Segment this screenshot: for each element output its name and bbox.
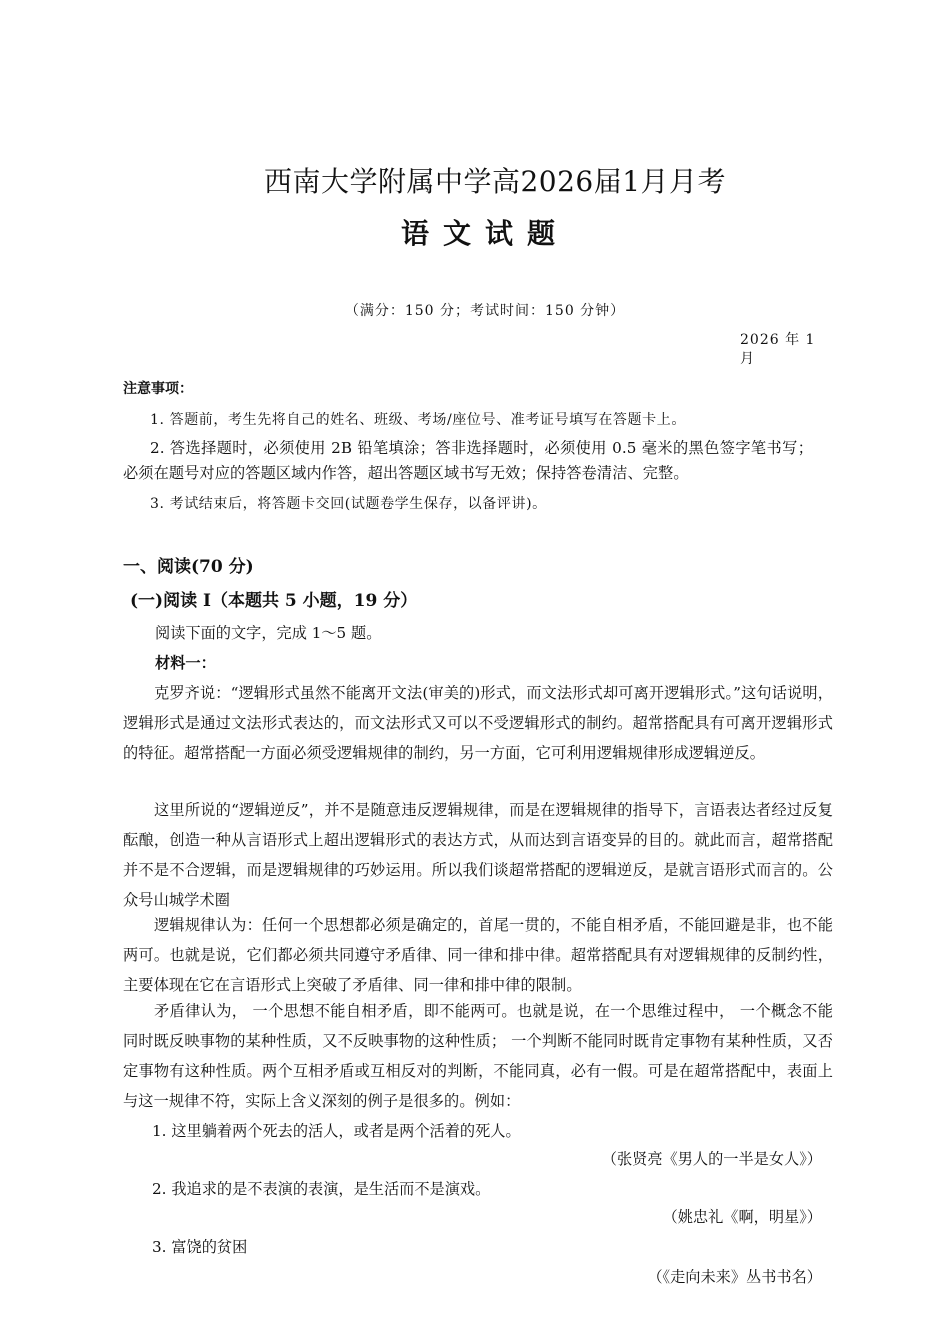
example-1: 1. 这里躺着两个死去的活人，或者是两个活着的死人。 bbox=[152, 1122, 521, 1140]
exam-date: 2026 年 1 月 bbox=[740, 332, 816, 367]
notice-item-2: 2. 答选择题时，必须使用 2B 铅笔填涂；答非选择题时，必须使用 0.5 毫米的黑色签字笔书写； 必须在题号对应的答题区域内作答，超出答题区域书写无效；保持答卷清洁、完整。 bbox=[123, 439, 813, 482]
example-3-source: （《走向未来》丛书书名） bbox=[647, 1268, 822, 1286]
example-1-source: （张贤亮《男人的一半是女人》） bbox=[601, 1150, 822, 1168]
paragraph-3: 逻辑规律认为：任何一个思想都必须是确定的，首尾一贯的，不能自相矛盾，不能回避是非，也不能两可。也就是说，它们都必须共同遵守矛盾律、同一律和排中律。超常搭配具有对逻辑规律的反制约性，主要体现在它在言语形式上突破了矛盾律、同一律和排中律的限制。 bbox=[123, 916, 833, 994]
section-heading: 一、阅读(70 分) bbox=[123, 557, 254, 577]
paragraph-1: 克罗齐说：“逻辑形式虽然不能离开文法(审美的)形式，而文法形式却可离开逻辑形式。”这句话说明，逻辑形式是通过文法形式表达的，而文法形式又可以不受逻辑形式的制约。超常搭配具有可离开逻辑形式的特征。超常搭配一方面必须受逻辑规律的制约，另一方面，它可利用逻辑规律形成逻辑逆反。 bbox=[123, 684, 833, 762]
reading-instruction: 阅读下面的文字，完成 1～5 题。 bbox=[155, 624, 382, 642]
exam-school-title: 西南大学附属中学高2026届1月月考 bbox=[263, 165, 727, 198]
notice-title: 注意事项： bbox=[123, 381, 193, 397]
notice-item-1: 1. 答题前，考生先将自己的姓名、班级、考场/座位号、准考证号填写在答题卡上。 bbox=[150, 412, 686, 428]
material-label: 材料一： bbox=[155, 654, 216, 672]
exam-subject-title: 语文试题 bbox=[400, 217, 569, 250]
paragraph-2: 这里所说的“逻辑逆反”，并不是随意违反逻辑规律，而是在逻辑规律的指导下，言语表达者经过反复酝酿，创造一种从言语形式上超出逻辑形式的表达方式，从而达到言语变异的目的。就此而言，超常搭配并不是不合逻辑，而是逻辑规律的巧妙运用。所以我们谈超常搭配的逻辑逆反，是就言语形式而言的。公众号山城学术圈 bbox=[123, 801, 833, 909]
example-2-source: （姚忠礼《啊，明星》） bbox=[662, 1208, 822, 1226]
paragraph-4: 矛盾律认为， 一个思想不能自相矛盾，即不能两可。也就是说，在一个思维过程中， 一个概念不能同时既反映事物的某种性质，又不反映事物的这种性质； 一个判断不能同时既肯定事物有某种性质，又否定事物有这种性质。两个互相矛盾或互相反对的判断，不能同真，必有一假。可是在超常搭配中，表面上与这一规律不符，实际上含义深刻的例子是很多的。例如： bbox=[123, 1002, 833, 1110]
notice-item-3: 3. 考试结束后，将答题卡交回(试题卷学生保存，以备评讲)。 bbox=[150, 496, 547, 512]
example-2: 2. 我追求的是不表演的表演，是生活而不是演戏。 bbox=[152, 1180, 491, 1198]
section-subheading: (一)阅读 I（本题共 5 小题，19 分） bbox=[130, 591, 418, 611]
example-3: 3. 富饶的贫困 bbox=[152, 1238, 248, 1256]
score-and-time: （满分：150 分；考试时间：150 分钟） bbox=[344, 303, 626, 319]
